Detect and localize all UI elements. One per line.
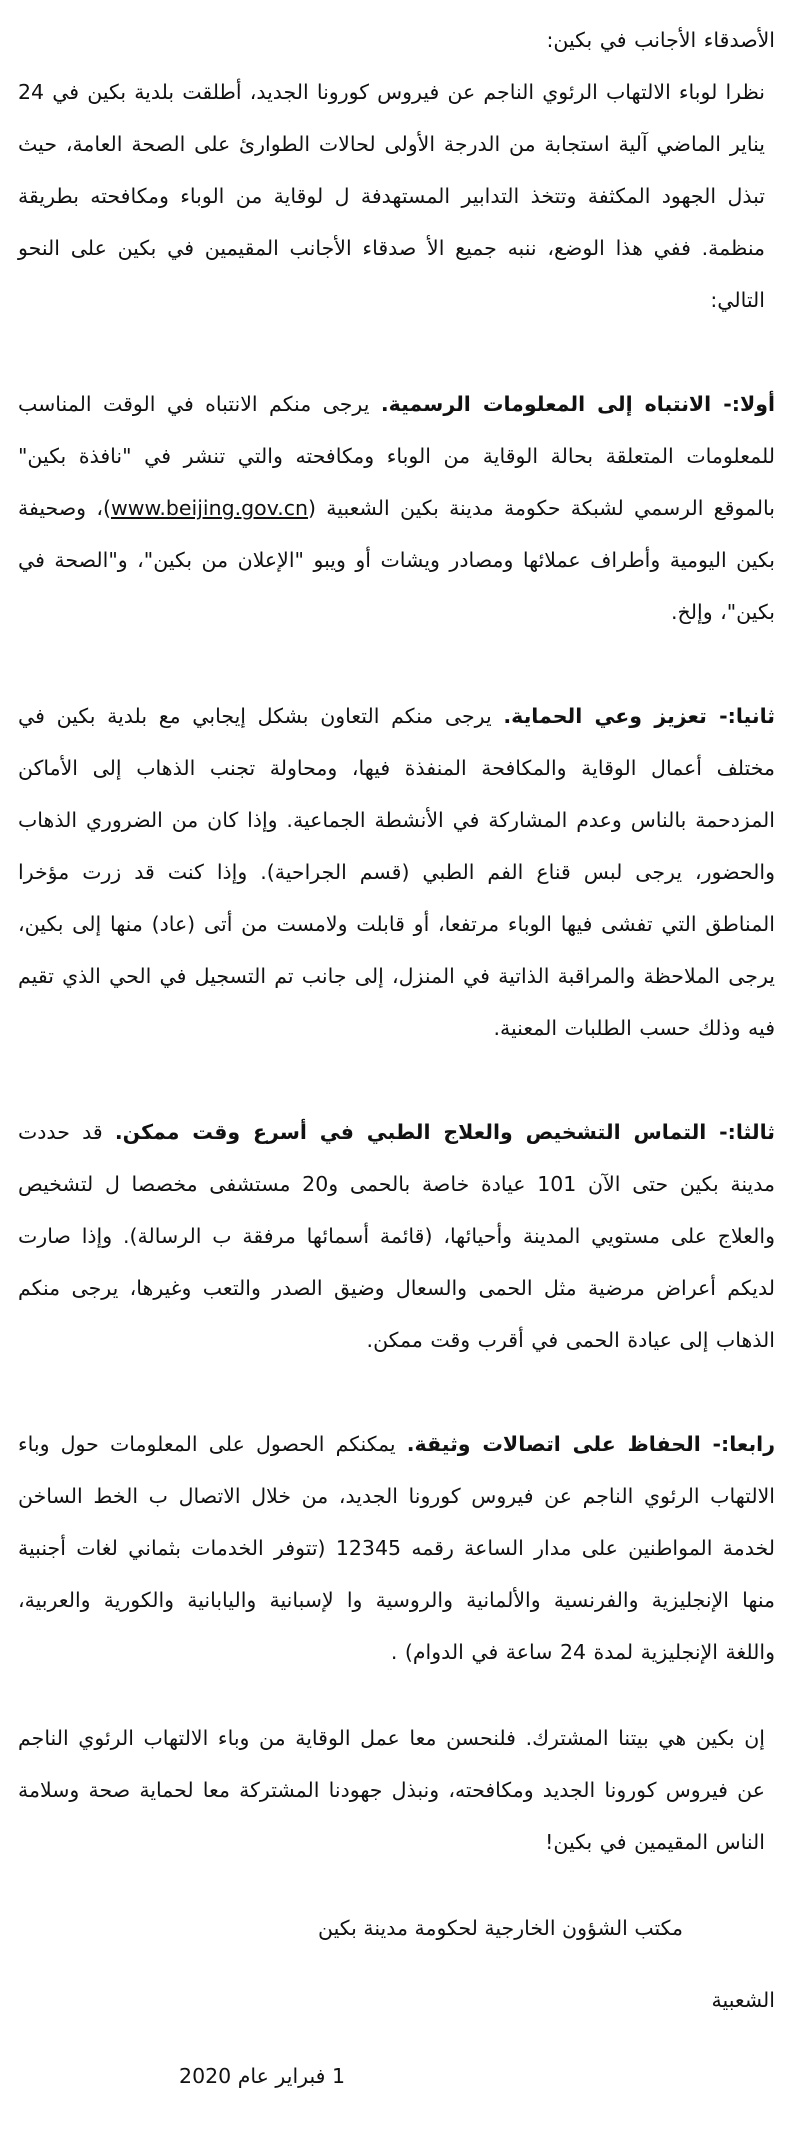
spacer — [18, 1054, 775, 1106]
section-2-paragraph — [18, 690, 775, 1054]
closing-paragraph: إن بكين هي بيتنا المشترك. فلنحسن معا عمل الوقاية من وباء الالتهاب الرئوي الناجم عن فيروس كورونا الجديد ومكافحته، ونبذل جهودنا المشتركة معا لحماية صحة وسلامة الناس المقيمين في بكين! — [18, 1726, 765, 1854]
section-4-paragraph — [18, 1418, 775, 1678]
section-1-body: يرجى منكم الانتباه في الوقت المناسب للمعلومات المتعلقة بحالة الوقاية من الوباء ومكافحته والتي تنشر في "نافذة بكين" بالموقع الرسمي لشبكة حكومة مدينة بكين الشعبية ( — [18, 392, 776, 520]
spacer — [18, 638, 775, 690]
spacer — [18, 1366, 775, 1418]
section-4-body: يمكنكم الحصول على المعلومات حول وباء الالتهاب الرئوي الناجم عن فيروس كورونا الجديد، من خلال الاتصال ب الخط الساخن لخدمة المواطنين على مدار الساعة رقمه 12345 (تتوفر الخدمات بثماني لغات أجنبية منها الإنجليزية والفرنسية والألمانية والروسية وا لإسبانية واليابانية والكورية والعربية، واللغة الإنجليزية لمدة 24 ساعة في الدوام) . — [18, 1432, 775, 1664]
section-1-paragraph — [18, 378, 775, 638]
greeting: الأصدقاء الأجانب في بكين: — [546, 28, 775, 52]
section-3-body: قد حددت مدينة بكين حتى الآن 101 عيادة خاصة بالحمى و20 مستشفى مخصصا ل لتشخيص والعلاج على مستويي المدينة وأحيائها، (قائمة أسمائها مرفقة ب الرسالة). وإذا صارت لديكم أعراض مرضية مثل الحمى والسعال وضيق الصدر والتعب وغيرها، يرجى منكم الذهاب إلى عيادة الحمى في أقرب وقت ممكن. — [18, 1120, 775, 1352]
signature-office: مكتب الشؤون الخارجية لحكومة مدينة بكين — [318, 1916, 683, 1940]
section-2-heading: ثانيا:- تعزيز وعي الحماية. — [503, 704, 775, 728]
spacer — [18, 326, 775, 378]
section-1-heading: أولا:- الانتباه إلى المعلومات الرسمية. — [380, 392, 776, 416]
intro-paragraph: نظرا لوباء الالتهاب الرئوي الناجم عن فيروس كورونا الجديد، أطلقت بلدية بكين في 24 يناير الماضي آلية استجابة من الدرجة الأولى لحالات الطوارئ على الصحة العامة، حيث تبذل الجهود المكثفة وتتخذ التدابير المستهدفة ل لوقاية من الوباء ومكافحته بطريقة منظمة. ففي هذا الوضع، ننبه جميع الأ صدقاء الأجانب المقيمين في بكين على النحو التالي: — [18, 80, 765, 312]
signature-office-cont: الشعبية — [711, 1988, 775, 2012]
section-2-body: يرجى منكم التعاون بشكل إيجابي مع بلدية بكين في مختلف أعمال الوقاية والمكافحة المنفذة فيها، ومحاولة تجنب الذهاب إلى الأماكن المزدحمة بالناس وعدم المشاركة في الأنشطة الجماعية. وإذا كان من الضروري الذهاب والحضور، يرجى لبس قناع الفم الطبي (قسم الجراحية). وإذا كنت قد زرت مؤخرا المناطق التي تفشى فيها الوباء مرتفعا، أو قابلت ولامست من أتى (عاد) منها إلى بكين، يرجى الملاحظة والمراقبة الذاتية في المنزل، إلى جانب تم التسجيل في الحي الذي تقيم فيه وذلك حسب الطلبات المعنية. — [18, 704, 775, 1040]
signature-date: 1 فبراير عام 2020 — [179, 2064, 345, 2088]
section-3-heading: ثالثا:- التماس التشخيص والعلاج الطبي في أسرع وقت ممكن. — [114, 1120, 775, 1144]
section-3-paragraph — [18, 1106, 775, 1366]
section-1-body-cont: )، وصحيفة بكين اليومية وأطراف عملائها ومصادر ويشات أو ويبو "الإعلان من بكين"، و"الصحة في بكين"، وإلخ. — [18, 496, 775, 624]
spacer — [18, 1868, 775, 1902]
section-4-heading: رابعا:- الحفاظ على اتصالات وثيقة. — [406, 1432, 776, 1456]
website-link[interactable]: www.beijing.gov.cn — [110, 496, 309, 520]
spacer — [18, 1678, 775, 1712]
